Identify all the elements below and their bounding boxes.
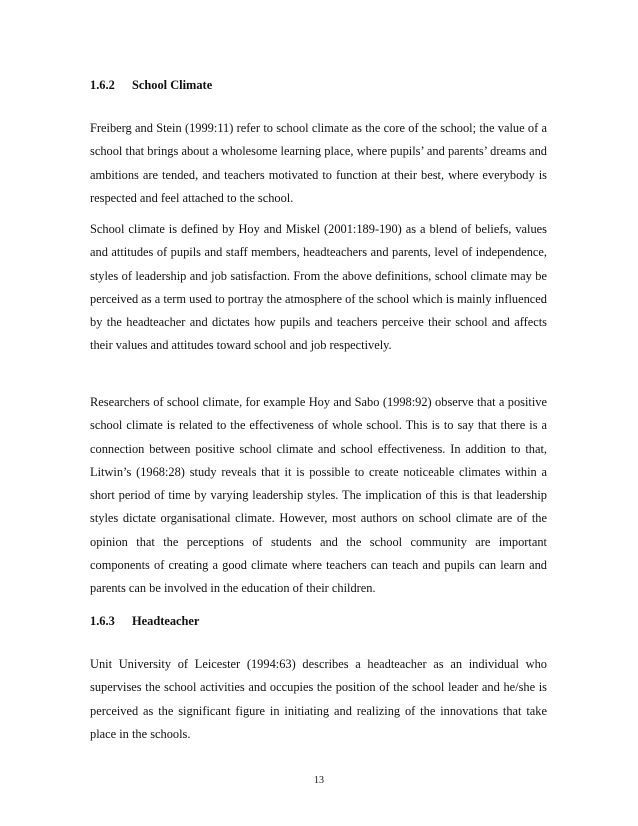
paragraph-researchers: Researchers of school climate, for example Hoy and Sabo (1998:92) observe that a positive school climate is related to the effectiveness of whole school. This is to say that there is a connection between positive school climate and school effectiveness. In addition to that, Litwin’s (1968:28) study reveals that it is possible to create noticeable climates within a short period of time by varying leadership styles. The implication of this is that leadership styles dictate organisational climate. However, most authors on school climate are of the opinion that the perceptions of students and the school community are important components of creating a good climate where teachers can teach and pupils can learn and parents can be involved in the education of their children. xyxy=(90,395,547,596)
section-title: Headteacher xyxy=(132,614,200,628)
paragraph-freiberg-stein: Freiberg and Stein (1999:11) refer to school climate as the core of the school; the value of a school that brings about a wholesome learning place, where pupils’ and parents’ dreams and ambitions are tended, and teachers motivated to function at their best, where everybody is respected and feel attached to the school. xyxy=(90,121,547,205)
section-heading-school-climate xyxy=(90,78,212,93)
section-title: School Climate xyxy=(132,78,213,92)
paragraph-hoy-miskel: School climate is defined by Hoy and Miskel (2001:189-190) as a blend of beliefs, values and attitudes of pupils and staff members, headteachers and parents, level of independence, styles of leadership and job satisfaction. From the above definitions, school climate may be perceived as a term used to portray the atmosphere of the school which is mainly influenced by the headteacher and dictates how pupils and teachers perceive their school and affects their values and attitudes toward school and job respectively. xyxy=(90,222,547,353)
section-number: 1.6.2 xyxy=(90,78,115,92)
section-number: 1.6.3 xyxy=(90,614,115,628)
section-heading-headteacher xyxy=(90,614,199,629)
page-number: 13 xyxy=(314,775,324,786)
paragraph-leicester: Unit University of Leicester (1994:63) describes a headteacher as an individual who supervises the school activities and occupies the position of the school leader and he/she is perceived as the significant figure in initiating and realizing of the innovations that take place in the schools. xyxy=(90,657,547,741)
